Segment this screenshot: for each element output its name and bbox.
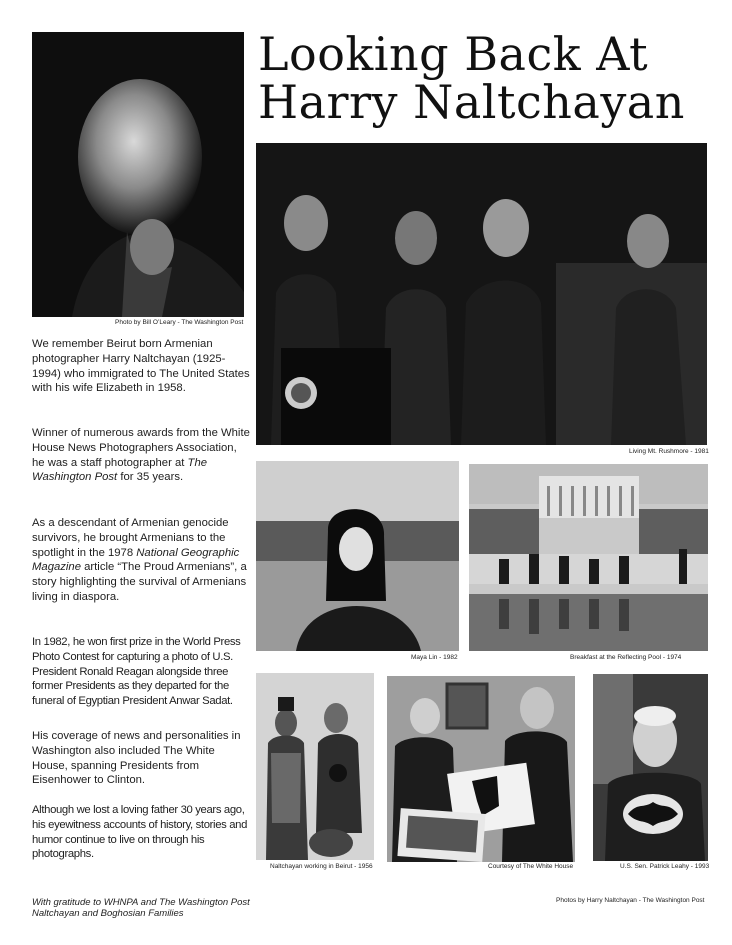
footer-line-2: Naltchayan and Boghosian Families (32, 908, 184, 919)
paragraph-prize: In 1982, he won first prize in the World Press Photo Contest for capturing a photo of U.S. President Ronald Reagan alongside three former Presidents as they departed for the funeral of Egyptian President Anwar Sadat. (32, 636, 241, 708)
portrait-photo (32, 32, 244, 317)
title-line-2: Harry Naltchayan (258, 75, 685, 129)
white-house-photo (387, 676, 575, 862)
page-title (258, 27, 718, 129)
leahy-photo (593, 674, 708, 861)
reflecting-pool-caption: Breakfast at the Reflecting Pool - 1974 (570, 654, 682, 661)
descendant-italic: National Geographic Magazine (32, 546, 240, 574)
awards-italic: The Washington Post (32, 456, 208, 484)
white-house-caption: Courtesy of The White House (488, 863, 574, 870)
paragraph-awards (32, 426, 250, 485)
rushmore-photo (256, 143, 707, 445)
awards-text-a: Winner of numerous awards from the White House News Photographers Association, he was a staff photographer at (32, 427, 250, 469)
footer-line-1: With gratitude to WHNPA and The Washington Post (32, 897, 250, 908)
descendant-text-a: As a descendant of Armenian genocide survivors, he brought Armenians to the spotlight in the 1978 (32, 517, 229, 559)
portrait-caption: Photo by Bill O’Leary - The Washington Post (115, 319, 244, 326)
rushmore-caption: Living Mt. Rushmore - 1981 (629, 448, 709, 455)
photo-credit: Photos by Harry Naltchayan - The Washington Post (556, 897, 705, 904)
maya-lin-photo (256, 461, 459, 651)
footer-gratitude (32, 897, 250, 919)
paragraph-intro: We remember Beirut born Armenian photographer Harry Naltchayan (1925-1994) who immigrated to The United States with his wife Elizabeth in 1958. (32, 338, 250, 395)
paragraph-legacy: Although we lost a loving father 30 years ago, his eyewitness accounts of history, stories and humor continue to live on through his photographs. (32, 804, 248, 861)
paragraph-descendant (32, 516, 250, 605)
awards-text-b: for 35 years. (117, 471, 184, 484)
beirut-caption: Naltchayan working in Beirut - 1956 (270, 863, 373, 870)
descendant-text-b: article “The Proud Armenians”, a story highlighting the survival of Armenians living in diaspora. (32, 561, 247, 603)
title-line-1: Looking Back At (258, 27, 649, 81)
maya-lin-caption: Maya Lin - 1982 (411, 654, 458, 661)
reflecting-pool-photo (469, 464, 708, 651)
beirut-photo (256, 673, 374, 860)
leahy-caption: U.S. Sen. Patrick Leahy - 1993 (620, 863, 710, 870)
paragraph-coverage: His coverage of news and personalities in Washington also included The White House, spanning Presidents from Eisenhower to Clinton. (32, 730, 241, 787)
